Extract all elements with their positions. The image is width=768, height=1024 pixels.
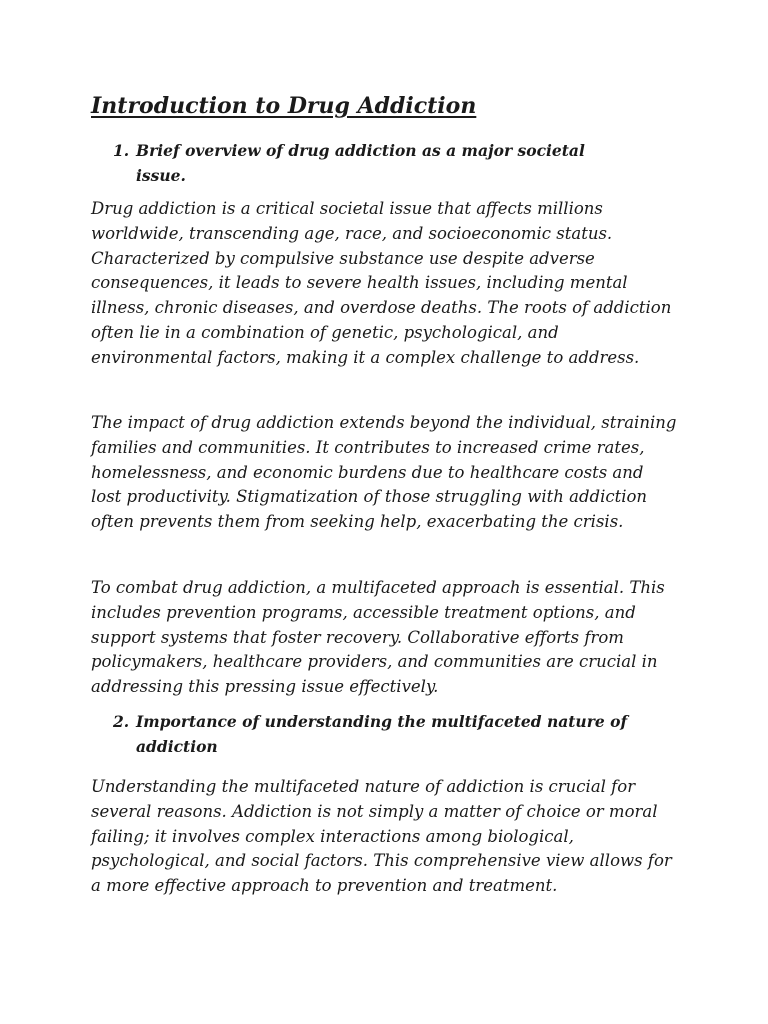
paragraph-4	[91, 775, 672, 899]
paragraph-line: Understanding the multifaceted nature of addiction is crucial for	[91, 777, 636, 796]
section-heading-2	[113, 710, 627, 759]
paragraph-line: worldwide, transcending age, race, and socioeconomic status.	[91, 223, 613, 243]
paragraph-line: lost productivity. Stigmatization of those struggling with addiction	[91, 487, 648, 507]
section-heading-line: addiction	[136, 736, 218, 756]
document-title: Introduction to Drug Addiction	[91, 93, 477, 119]
section-heading-1	[113, 139, 585, 188]
paragraph-line: often prevents them from seeking help, exacerbating the crisis.	[91, 512, 624, 532]
paragraph-line: addressing this pressing issue effectively.	[91, 677, 439, 697]
section-heading-line: issue.	[136, 165, 186, 185]
paragraph-line: includes prevention programs, accessible treatment options, and	[91, 602, 636, 622]
paragraph-line: illness, chronic diseases, and overdose deaths. The roots of addiction	[91, 298, 672, 318]
section-number: 1.	[113, 141, 130, 160]
paragraph-line: often lie in a combination of genetic, psychological, and	[91, 322, 559, 342]
paragraph-line: several reasons. Addiction is not simply a matter of choice or moral	[91, 801, 658, 821]
paragraph-line: failing; it involves complex interactions among biological,	[91, 826, 574, 846]
paragraph-3	[91, 576, 665, 700]
paragraph-line: Characterized by compulsive substance use despite adverse	[91, 248, 595, 268]
paragraph-line: The impact of drug addiction extends beyond the individual, straining	[91, 413, 677, 432]
paragraph-line: environmental factors, making it a complex challenge to address.	[91, 347, 640, 367]
paragraph-1	[91, 197, 671, 371]
section-heading-line: Importance of understanding the multifaceted nature of	[136, 712, 628, 731]
paragraph-line: homelessness, and economic burdens due to healthcare costs and	[91, 462, 644, 482]
paragraph-line: psychological, and social factors. This comprehensive view allows for	[91, 851, 672, 871]
paragraph-line: support systems that foster recovery. Collaborative efforts from	[91, 627, 624, 647]
paragraph-line: consequences, it leads to severe health issues, including mental	[91, 273, 628, 293]
paragraph-line: Drug addiction is a critical societal issue that affects millions	[91, 199, 603, 218]
paragraph-2	[91, 411, 676, 535]
paragraph-line: To combat drug addiction, a multifaceted approach is essential. This	[91, 578, 665, 597]
paragraph-line: a more effective approach to prevention and treatment.	[91, 876, 558, 896]
paragraph-line: families and communities. It contributes to increased crime rates,	[91, 437, 645, 457]
section-number: 2.	[113, 712, 130, 731]
section-heading-line: Brief overview of drug addiction as a major societal	[136, 141, 585, 160]
paragraph-line: policymakers, healthcare providers, and communities are crucial in	[91, 652, 658, 672]
